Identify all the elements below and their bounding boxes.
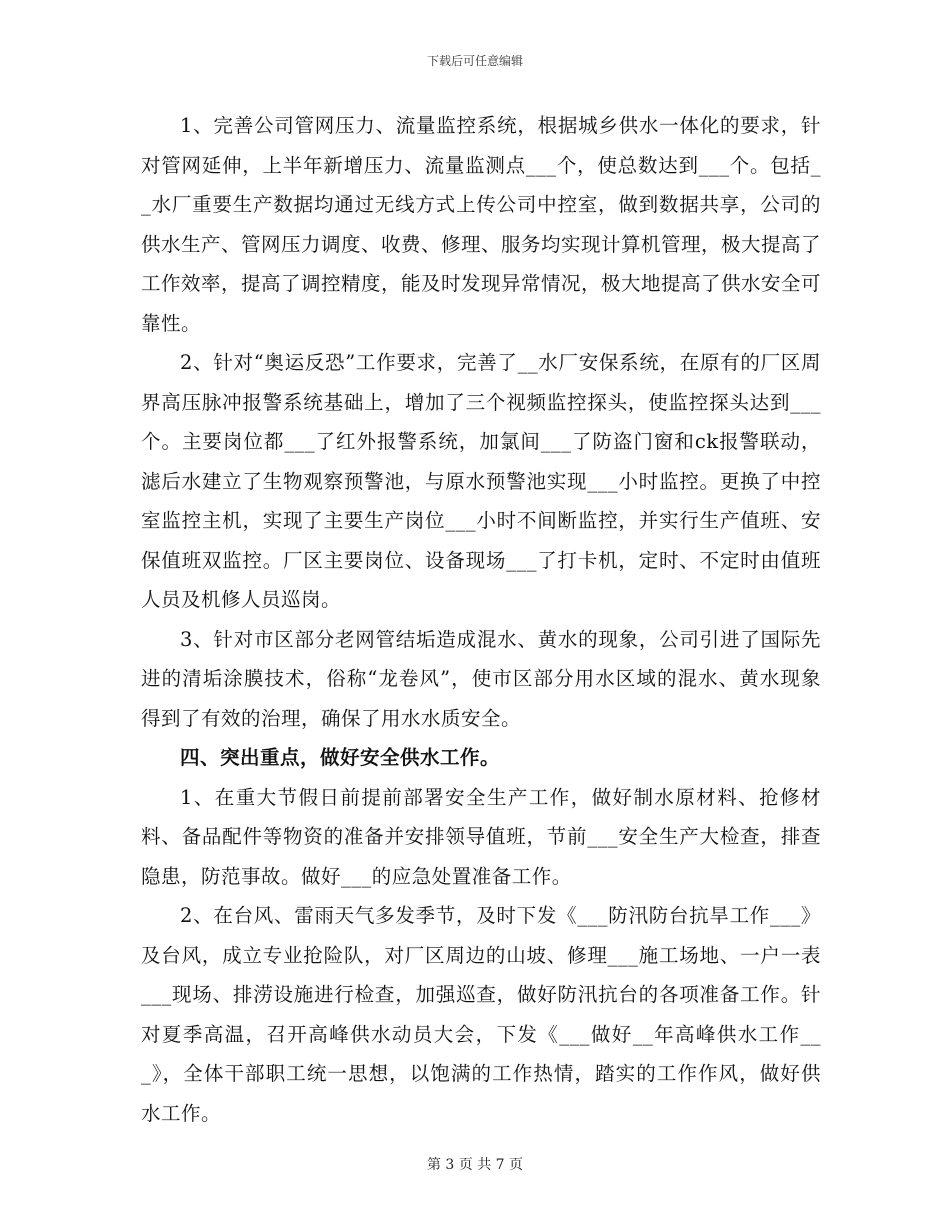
section-heading: 四、突出重点，做好安全供水工作。 [180,746,501,769]
paragraph-monitoring-system: 1、完善公司管网压力、流量监控系统，根据城乡供水一体化的要求，针对管网延伸，上半年新增压力、流量监测点___个，使总数达到___个。包括__水厂重要生产数据均通过无线方式上传公司中控室，做到数据共享，公司的供水生产、管网压力调度、收费、修理、服务均实现计算机管理，极大提高了工作效率，提高了调控精度，能及时发现异常情况，极大地提高了供水安全可靠性。 [141,114,822,335]
paragraph-holiday-safety: 1、在重大节假日前提前部署安全生产工作，做好制水原材料、抢修材料、备品配件等物资的准备并安排领导值班，节前___安全生产大检查，排查隐患，防范事故。做好___的应急处置准备工作。 [141,785,821,888]
paragraph-security-system: 2、针对“奥运反恐”工作要求，完善了__水厂安保系统，在原有的厂区周界高压脉冲报警系统基础上，增加了三个视频监控探头，使监控探头达到___个。主要岗位都___了红外报警系统，加氯间___了防盗门窗和ck报警联动，滤后水建立了生物观察预警池，与原水预警池实现___小时监控。更换了中控室监控主机，实现了主要生产岗位___小时不间断监控，并实行生产值班、安保值班双监控。厂区主要岗位、设备现场___了打卡机，定时、不定时由值班人员及机修人员巡岗。 [141,351,821,611]
paragraph-flood-prevention: 2、在台风、雷雨天气多发季节，及时下发《___防汛防台抗旱工作___》及台风，成立专业抢险队，对厂区周边的山坡、修理___施工场地、一户一表___现场、排涝设施进行检查，加强巡查，做好防汛抗台的各项准备工作。针对夏季高温，召开高峰供水动员大会，下发《___做好__年高峰供水工作___》，全体干部职工统一思想，以饱满的工作热情，踏实的工作作风，做好供水工作。 [141,904,821,1125]
document-body [141,106,821,1133]
page-number: 第 3 页 共 7 页 [426,1157,524,1173]
page-header: 下载后可任意编辑 [426,54,523,68]
paragraph-pipe-cleaning: 3、针对市区部分老网管结垢造成混水、黄水的现象，公司引进了国际先进的清垢涂膜技术，俗称“龙卷风”，使市区部分用水区域的混水、黄水现象得到了有效的治理，确保了用水水质安全。 [141,627,821,730]
